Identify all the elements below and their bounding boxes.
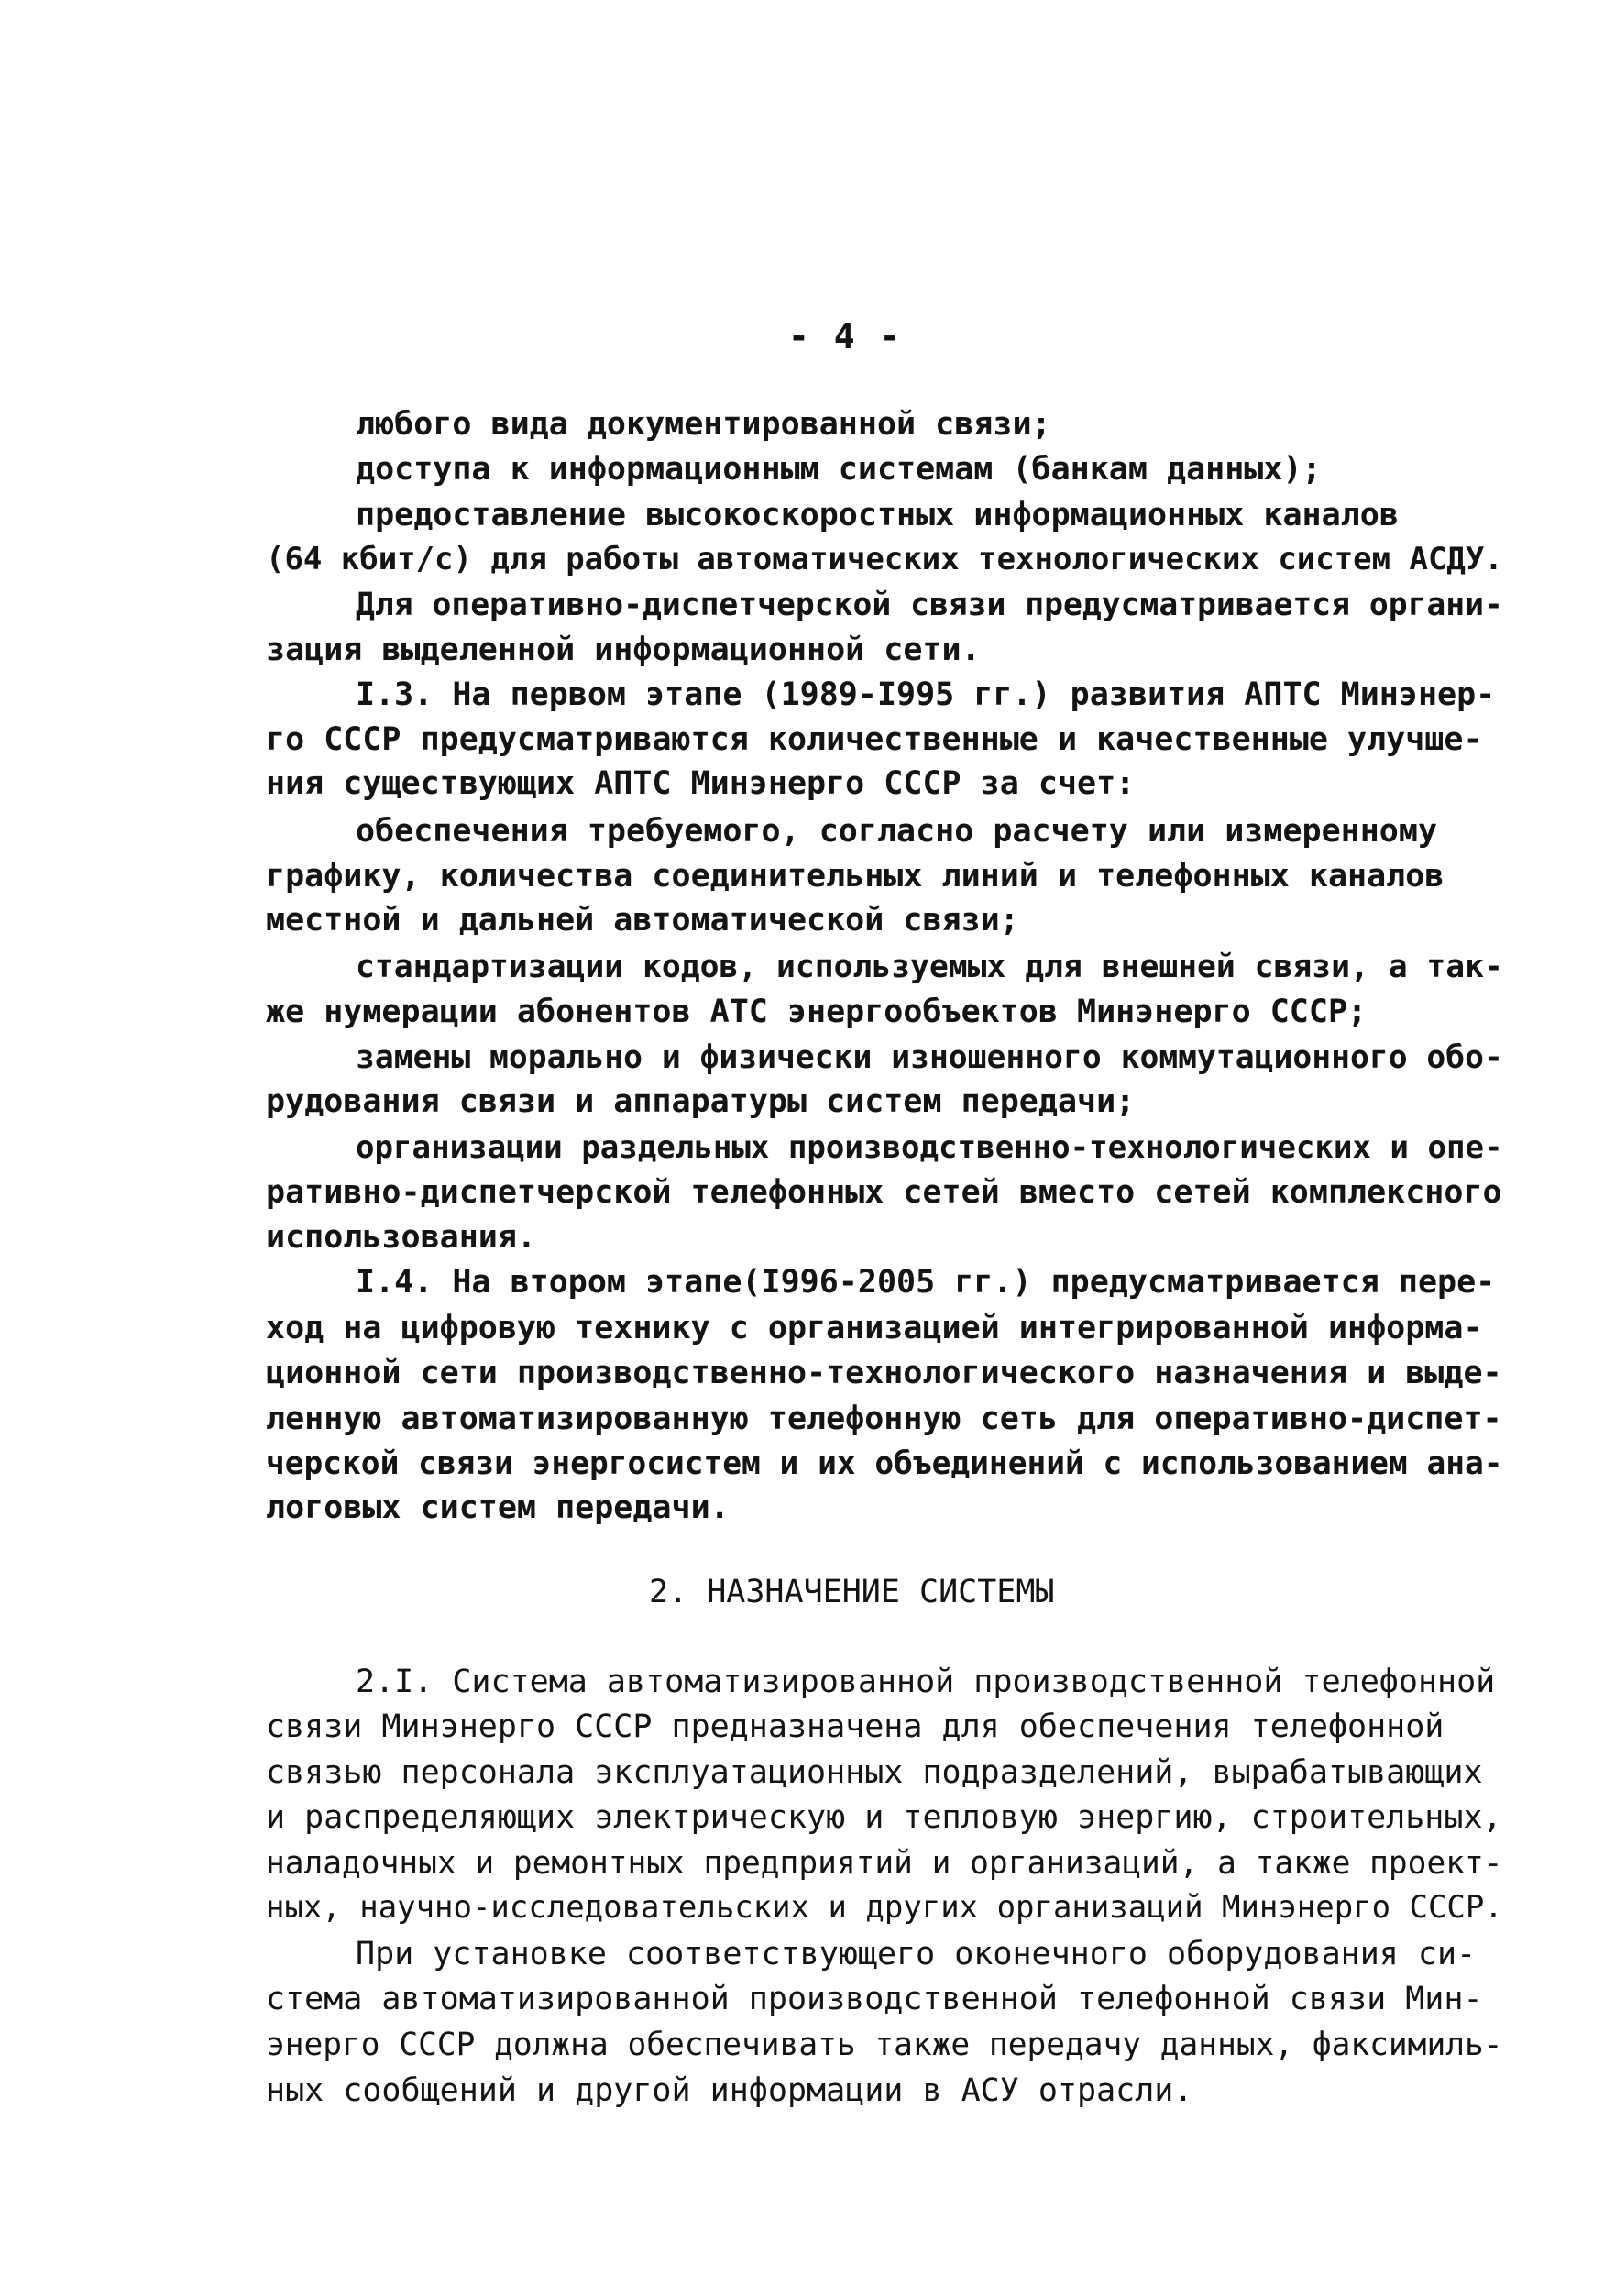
text-line: ративно-диспетчерской телефонных сетей вместо сетей комплексного <box>266 1174 1502 1211</box>
text-line: 2.I. Система автоматизированной производственной телефонной <box>356 1664 1496 1700</box>
text-line: рудования связи и аппаратуры систем передачи; <box>266 1083 1136 1120</box>
text-line: (64 кбит/с) для работы автоматических технологических систем АСДУ. <box>266 541 1503 577</box>
text-line: ход на цифровую технику с организацией интегрированной информа- <box>266 1310 1483 1346</box>
text-line: стема автоматизированной производственной телефонной связи Мин- <box>266 1981 1483 2017</box>
text-line: го СССР предусматриваются количественные и качественные улучше- <box>266 721 1483 758</box>
section-heading: 2. НАЗНАЧЕНИЕ СИСТЕМЫ <box>649 1574 1055 1610</box>
text-line: связи Минэнерго СССР предназначена для обеспечения телефонной <box>266 1708 1445 1745</box>
text-line: ционной сети производственно-технологического назначения и выде- <box>266 1355 1502 1391</box>
text-line: любого вида документированной связи; <box>356 406 1051 443</box>
text-line: использования. <box>266 1219 537 1256</box>
text-line: энерго СССР должна обеспечивать также передачу данных, факсимиль- <box>266 2027 1503 2063</box>
text-line: и распределяющих электрическую и тепловую энергию, строительных, <box>266 1799 1502 1836</box>
text-line: местной и дальней автоматической связи; <box>266 902 1019 939</box>
text-line: черской связи энергосистем и их объединений с использованием ана- <box>266 1445 1503 1482</box>
text-line: логовых систем передачи. <box>266 1489 730 1526</box>
text-line: наладочных и ремонтных предприятий и организаций, а также проект- <box>266 1845 1503 1882</box>
text-line: обеспечения требуемого, согласно расчету или измеренному <box>356 813 1438 850</box>
text-line: замены морально и физически изношенного коммутационного обо- <box>356 1039 1503 1076</box>
page-number: - 4 - <box>788 316 903 357</box>
text-line: доступа к информационным системам (банкам данных); <box>356 451 1322 488</box>
text-line: I.4. На втором этапе(I996-2005 гг.) предусматривается пере- <box>356 1264 1496 1301</box>
text-line: ных сообщений и другой информации в АСУ отрасли. <box>266 2072 1193 2109</box>
text-line: графику, количества соединительных линий и телефонных каналов <box>266 858 1445 895</box>
text-line: ных, научно-исследовательских и других организаций Минэнерго СССР. <box>266 1889 1503 1926</box>
text-line: зация выделенной информационной сети. <box>266 632 981 668</box>
text-line: ленную автоматизированную телефонную сеть для оперативно-диспет- <box>266 1401 1502 1437</box>
text-line: I.3. На первом этапе (1989-I995 гг.) развития АПТС Минэнер- <box>356 676 1496 713</box>
text-line: же нумерации абонентов АТС энергообъектов Минэнерго СССР; <box>266 994 1368 1030</box>
text-line: ния существующих АПТС Минэнерго СССР за счет: <box>266 765 1136 802</box>
text-line: Для оперативно-диспетчерской связи предусматривается органи- <box>356 587 1503 623</box>
text-line: предоставление высокоскоростных информационных каналов <box>356 497 1399 533</box>
text-line: При установке соответствующего оконечного оборудования си- <box>356 1936 1477 1972</box>
text-line: организации раздельных производственно-технологических и опе- <box>356 1129 1503 1166</box>
text-line: стандартизации кодов, используемых для внешней связи, а так- <box>356 949 1503 985</box>
text-line: связью персонала эксплуатационных подразделений, вырабатывающих <box>266 1754 1483 1791</box>
